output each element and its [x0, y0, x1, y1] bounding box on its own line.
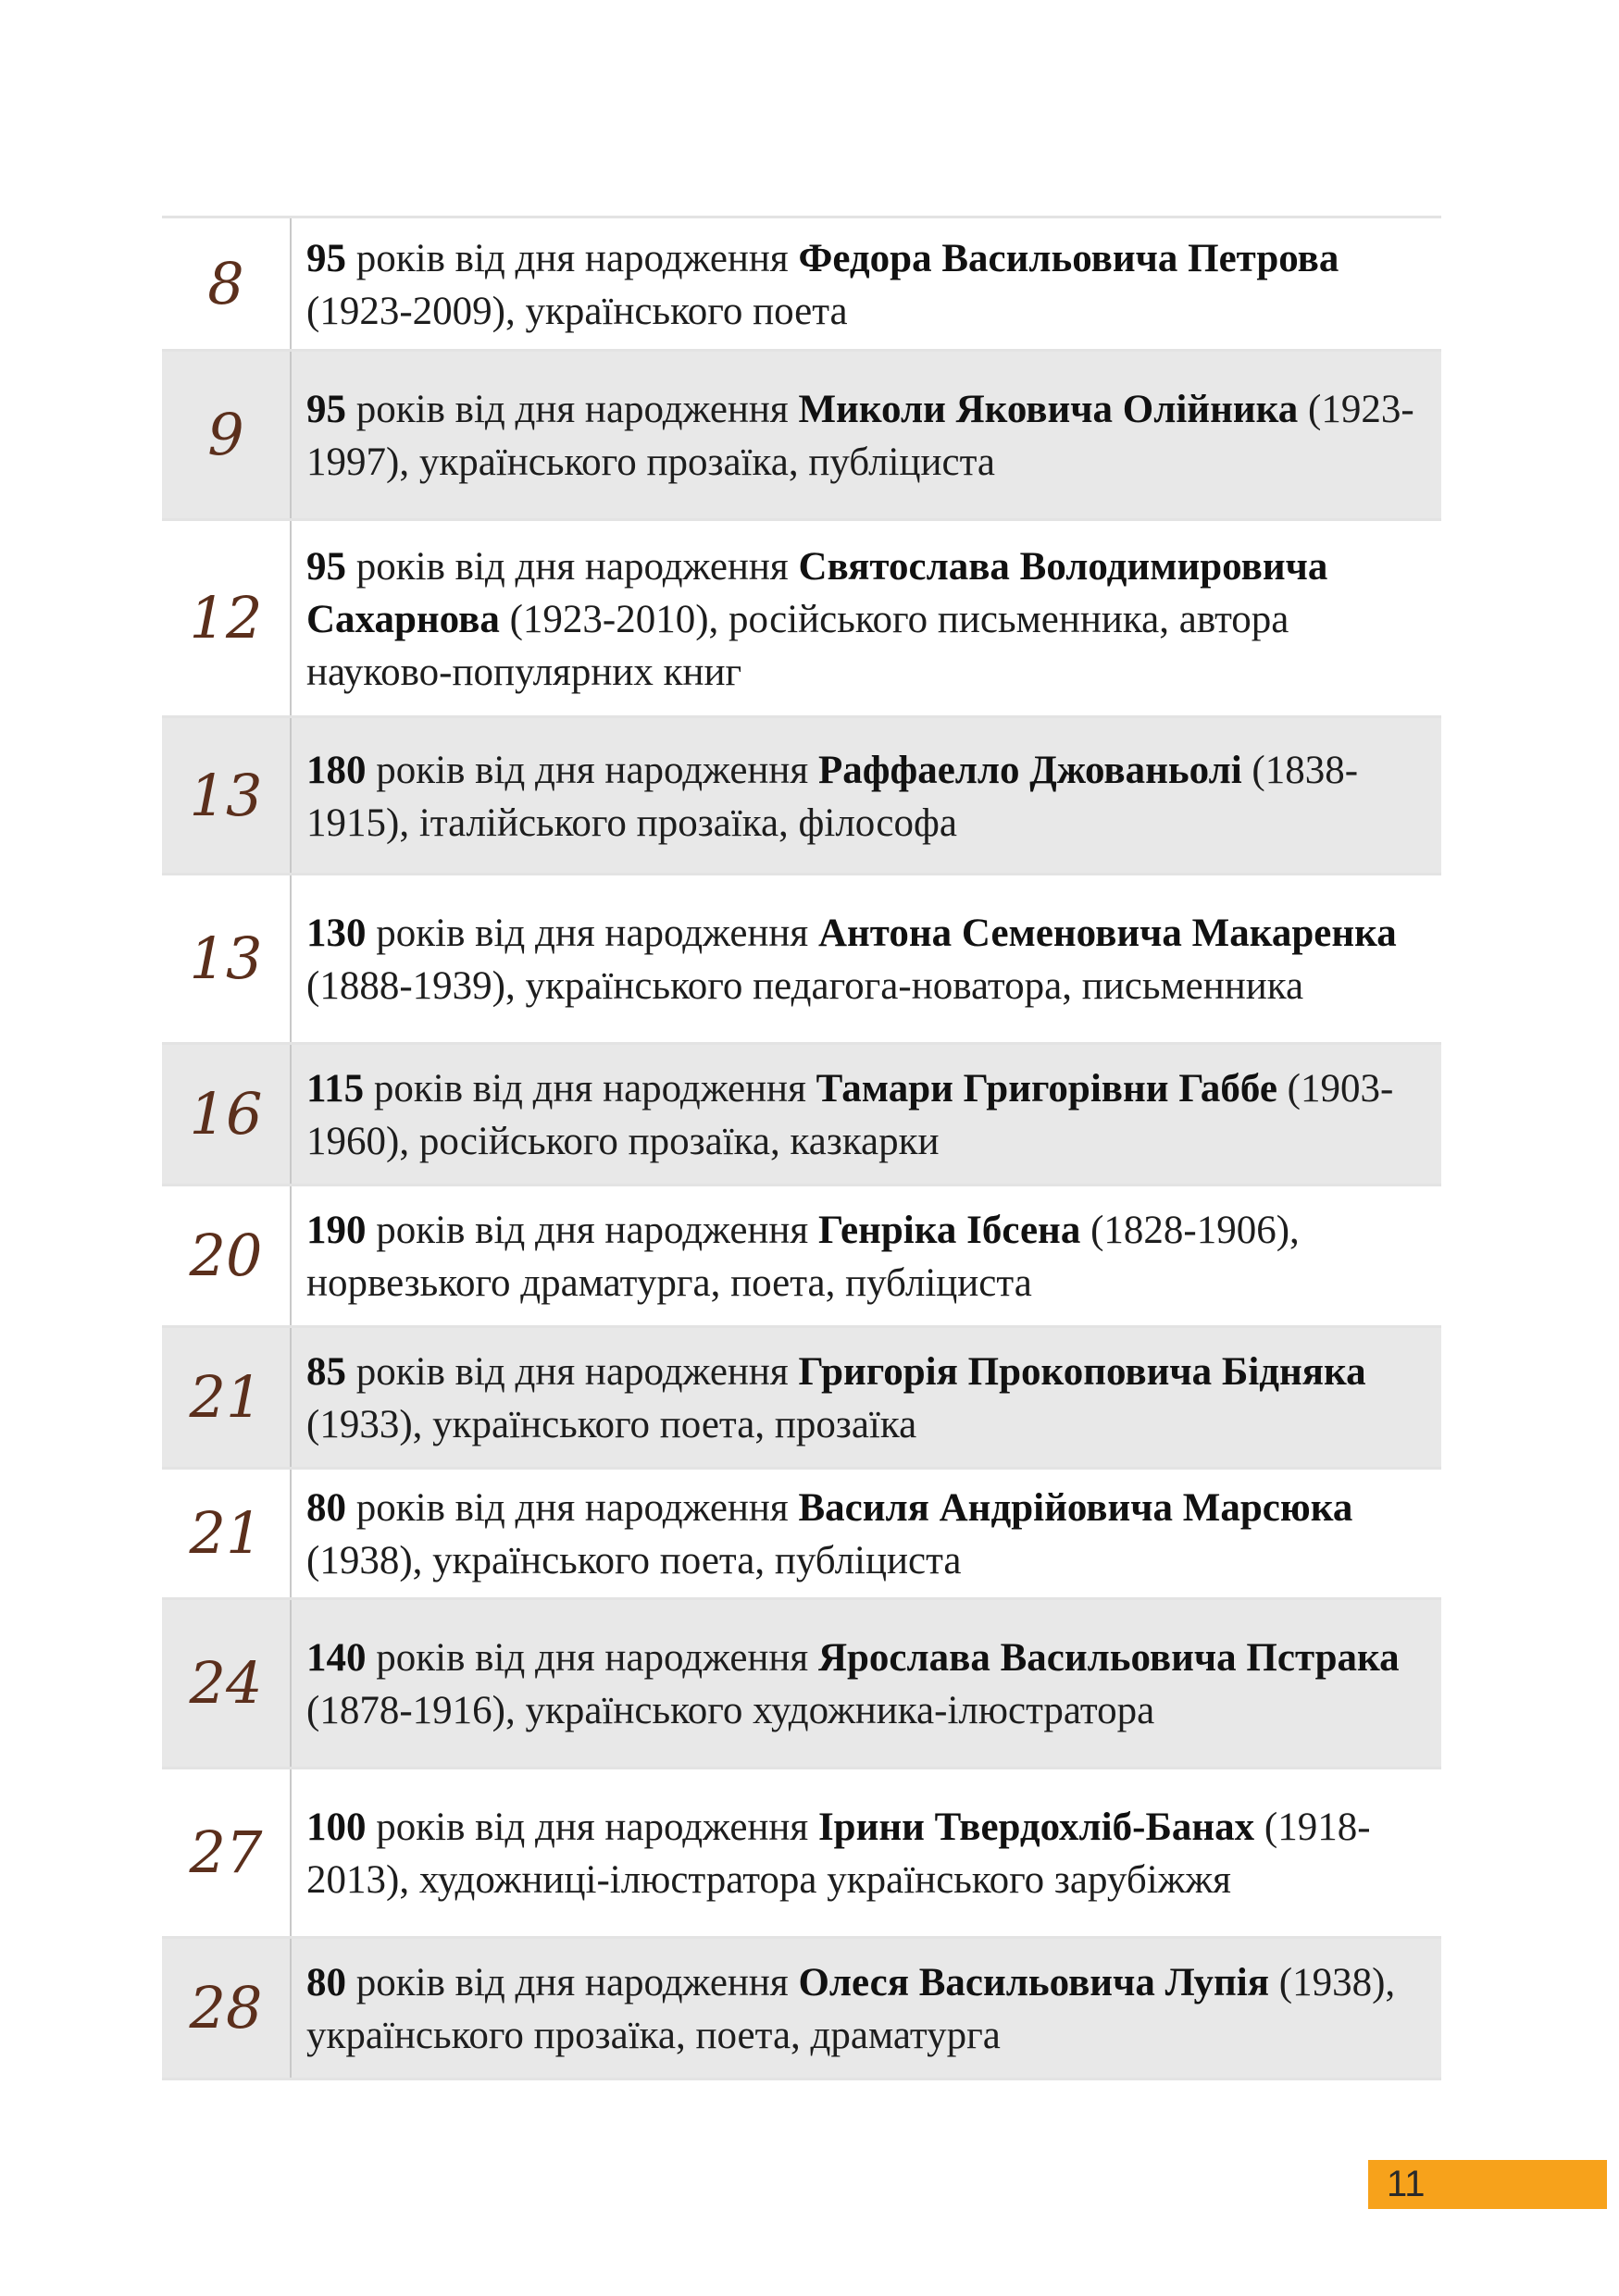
person-name: Святослава Володимировича Сахарнова [306, 544, 1328, 641]
calendar-row [162, 1044, 1441, 1185]
person-details: (1938), українського поета, публіциста [306, 1539, 962, 1582]
person-name: Василя Андрійовича Марсюка [798, 1486, 1353, 1530]
event-text: років від дня народження [346, 1961, 799, 2004]
event-text: років від дня народження [366, 1209, 818, 1252]
day-number: 9 [162, 351, 291, 520]
person-details: (1903-1960), російського прозаїка, казкарки [306, 1067, 1394, 1163]
day-number: 13 [162, 875, 291, 1044]
calendar-row [162, 351, 1441, 520]
day-number: 8 [162, 217, 291, 351]
person-name: Тамари Григорівни Габбе [816, 1067, 1277, 1111]
calendar-row [162, 717, 1441, 875]
day-number: 16 [162, 1044, 291, 1185]
person-name: Ірини Твердохліб-Банах [817, 1806, 1255, 1849]
event-description [291, 1185, 1441, 1327]
calendar-row [162, 1185, 1441, 1327]
event-text: років від дня народження [346, 236, 799, 280]
calendar-row [162, 217, 1441, 351]
event-description [291, 1938, 1441, 2079]
person-name: Федора Васильовича Петрова [798, 236, 1339, 280]
event-text: років від дня народження [346, 1486, 799, 1530]
anniversary-years: 95 [306, 388, 346, 431]
day-number: 13 [162, 717, 291, 875]
calendar-row [162, 1769, 1441, 1938]
person-name: Генріка Ібсена [817, 1209, 1081, 1252]
anniversary-years: 80 [306, 1961, 346, 2004]
event-text: років від дня народження [366, 748, 818, 792]
person-details: (1923-1997), українського прозаїка, публіциста [306, 388, 1414, 484]
person-name: Ярослава Васильовича Пстрака [817, 1636, 1400, 1680]
person-details: (1888-1939), українського педагога-новатора, письменника [306, 964, 1304, 1008]
day-number: 27 [162, 1769, 291, 1938]
event-text: років від дня народження [366, 1806, 818, 1849]
day-number: 28 [162, 1938, 291, 2079]
calendar-rows [162, 217, 1441, 2079]
day-number: 21 [162, 1469, 291, 1599]
person-name: Миколи Яковича Олійника [798, 388, 1299, 431]
event-description [291, 717, 1441, 875]
anniversary-years: 190 [306, 1209, 367, 1252]
person-name: Антона Семеновича Макаренка [817, 912, 1397, 955]
anniversary-years: 85 [306, 1350, 346, 1394]
event-text: років від дня народження [346, 388, 799, 431]
event-description [291, 217, 1441, 351]
event-text: років від дня народження [364, 1067, 816, 1111]
person-details: (1938), українського прозаїка, поета, драматурга [306, 1961, 1396, 2057]
event-text: років від дня народження [366, 912, 818, 955]
anniversary-years: 95 [306, 236, 346, 280]
event-text: років від дня народження [346, 1350, 799, 1394]
person-name: Раффаелло Джованьолі [817, 748, 1242, 792]
event-description [291, 520, 1441, 717]
calendar-row [162, 520, 1441, 717]
page-number: 11 [1387, 2164, 1426, 2204]
person-name: Григорія Прокоповича Бідняка [798, 1350, 1366, 1394]
person-details: (1933), українського поета, прозаїка [306, 1403, 917, 1446]
person-details: (1828-1906), норвезького драматурга, поета, публіциста [306, 1209, 1300, 1305]
person-details: (1838-1915), італійського прозаїка, філософа [306, 748, 1359, 845]
anniversary-years: 80 [306, 1486, 346, 1530]
anniversary-years: 180 [306, 748, 367, 792]
anniversary-calendar-table [162, 216, 1441, 2080]
person-name: Олеся Васильовича Лупія [798, 1961, 1270, 2004]
person-details: (1923-2010), російського письменника, автора науково-популярних книг [306, 597, 1289, 694]
person-details: (1878-1916), українського художника-ілюстратора [306, 1689, 1155, 1732]
anniversary-years: 140 [306, 1636, 367, 1680]
event-description [291, 351, 1441, 520]
day-number: 20 [162, 1185, 291, 1327]
event-description [291, 1469, 1441, 1599]
calendar-row [162, 1938, 1441, 2079]
day-number: 21 [162, 1327, 291, 1469]
person-details: (1918-2013), художниці-ілюстратора українського зарубіжжя [306, 1806, 1371, 1902]
anniversary-years: 130 [306, 912, 367, 955]
event-text: років від дня народження [366, 1636, 818, 1680]
event-description [291, 875, 1441, 1044]
anniversary-years: 95 [306, 544, 346, 589]
event-description [291, 1769, 1441, 1938]
calendar-row [162, 875, 1441, 1044]
page-number-badge [1368, 2160, 1607, 2209]
day-number: 12 [162, 520, 291, 717]
event-text: років від дня народження [346, 544, 799, 589]
calendar-row [162, 1327, 1441, 1469]
anniversary-years: 115 [306, 1067, 365, 1111]
event-description [291, 1599, 1441, 1769]
calendar-row [162, 1599, 1441, 1769]
event-description [291, 1044, 1441, 1185]
day-number: 24 [162, 1599, 291, 1769]
person-details: (1923-2009), українського поета [306, 289, 848, 333]
calendar-row [162, 1469, 1441, 1599]
anniversary-years: 100 [306, 1806, 367, 1849]
event-description [291, 1327, 1441, 1469]
